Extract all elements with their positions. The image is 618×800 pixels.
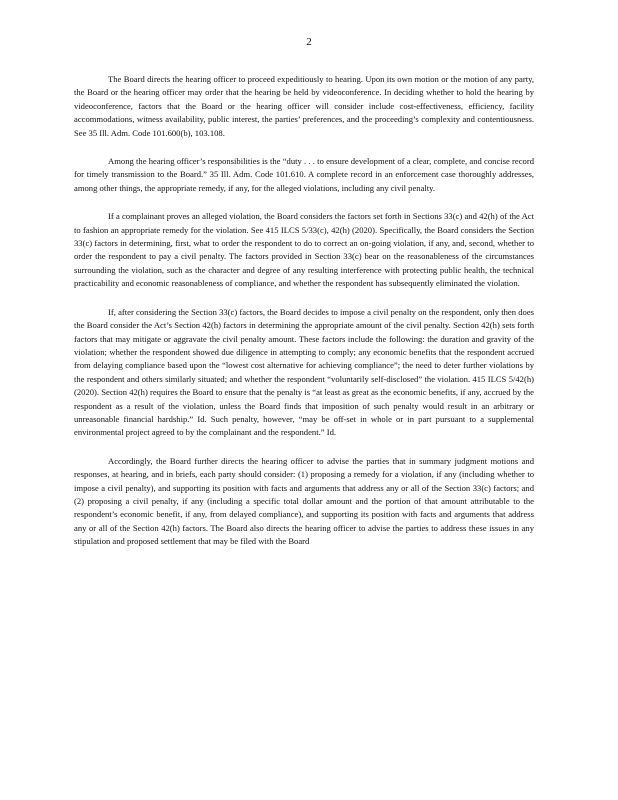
document-body <box>74 73 534 564</box>
page-number: 2 <box>306 36 312 48</box>
paragraph-hearing-officer-duties: Among the hearing officer’s responsibilities is the “duty . . . to ensure development of a clear, complete, and concise record for timely transmission to the Board.” 35 Ill. Adm. Code 101.610. A complete record in an enforcement case thoroughly addresses, among other things, the appropriate remedy, if any, for the alleged violations, including any civil penalty. <box>74 156 534 193</box>
paragraph-section-42h-factors: If, after considering the Section 33(c) factors, the Board decides to impose a civil penalty on the respondent, only then does the Board consider the Act’s Section 42(h) factors in determining the appropriate amount of the civil penalty. Section 42(h) sets forth factors that may mitigate or aggravate the civil penalty amount. These factors include the following: the duration and gravity of the violation; whether the respondent showed due diligence in attempting to comply; any economic benefits that the respondent accrued from delaying compliance based upon the “lowest cost alternative for achieving compliance”; the need to deter further violations by the respondent and others similarly situated; and whether the respondent “voluntarily self-disclosed” the violation. 415 ILCS 5/42(h) (2020). Section 42(h) requires the Board to ensure that the penalty is “at least as great as the economic benefits, if any, accrued by the respondent as a result of the violation, unless the Board finds that imposition of such penalty would result in an arbitrary or unreasonable financial hardship.” Id. Such penalty, however, “may be off-set in whole or in part pursuant to a supplemental environmental project agreed to by the complainant and the respondent.” Id. <box>74 306 534 438</box>
paragraph-videoconference-hearing: The Board directs the hearing officer to proceed expeditiously to hearing. Upon its own motion or the motion of any party, the Board or the hearing officer may order that the hearing be held by videoconference. In deciding whether to hold the hearing by videoconference, factors that the Board or the hearing officer will consider include cost-effectiveness, efficiency, facility accommodations, witness availability, public interest, the parties’ preferences, and the proceeding’s complexity and contentiousness. See 35 Ill. Adm. Code 101.600(b), 103.108. <box>74 74 534 138</box>
paragraph-party-directions: Accordingly, the Board further directs the hearing officer to advise the parties that in summary judgment motions and responses, at hearing, and in briefs, each party should consider: (1) proposing a remedy for a violation, if any (including whether to impose a civil penalty), and supporting its position with facts and arguments that address any or all of the Section 33(c) factors; and (2) proposing a civil penalty, if any (including a specific total dollar amount and the portion of that amount attributable to the respondent’s economic benefit, if any, from delayed compliance), and supporting its position with facts and arguments that address any or all of the Section 42(h) factors. The Board also directs the hearing officer to advise the parties to address these issues in any stipulation and proposed settlement that may be filed with the Board <box>74 455 534 547</box>
paragraph-section-33c-factors: If a complainant proves an alleged violation, the Board considers the factors set forth in Sections 33(c) and 42(h) of the Act to fashion an appropriate remedy for the violation. See 415 ILCS 5/33(c), 42(h) (2020). Specifically, the Board considers the Section 33(c) factors in determining, first, what to order the respondent to do to correct an on-going violation, if any, and, second, whether to order the respondent to pay a civil penalty. The factors provided in Section 33(c) bear on the reasonableness of the circumstances surrounding the violation, such as the character and degree of any resulting interference with protecting public health, the technical practicability and economic reasonableness of compliance, and whether the respondent has subsequently eliminated the violation. <box>74 211 534 289</box>
